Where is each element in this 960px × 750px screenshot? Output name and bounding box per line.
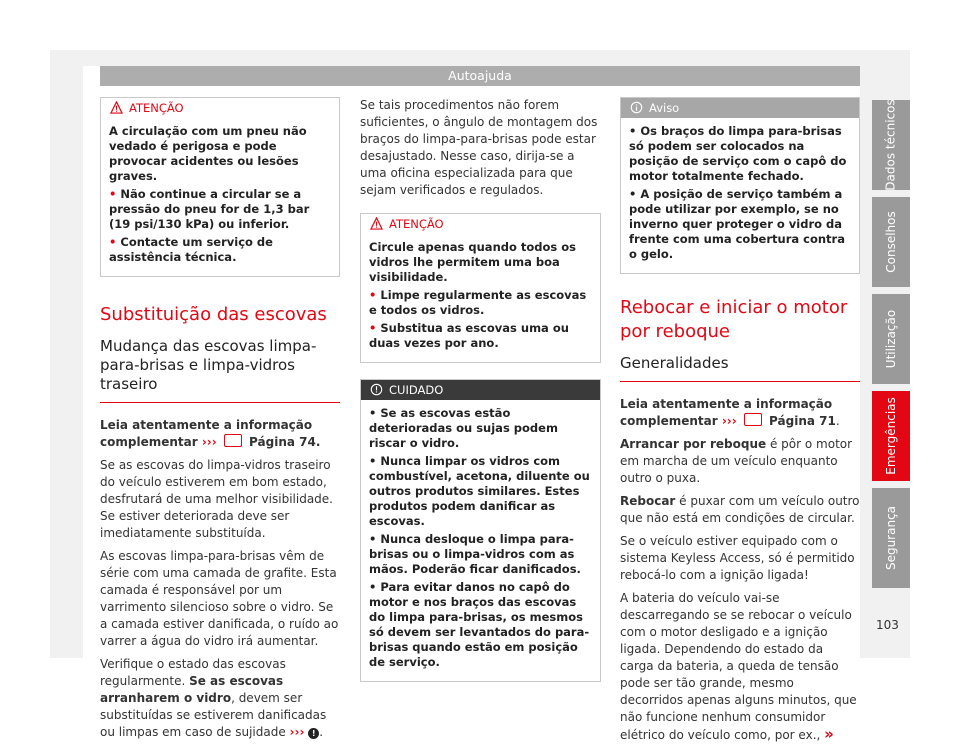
- bullet-icon: •: [369, 288, 377, 302]
- book-icon: [744, 413, 762, 426]
- section-title: Rebocar e iniciar o motor por reboque: [620, 297, 848, 342]
- section-title: Substituição das escovas: [100, 304, 327, 325]
- chapter-header: Autoajuda: [100, 66, 860, 86]
- bullet-icon: •: [369, 406, 377, 420]
- tab-conselhos[interactable]: Conselhos: [872, 197, 910, 287]
- tab-utilizacao[interactable]: Utilização: [872, 294, 910, 384]
- paragraph: Verifique o estado das escovas regularmente. Se as escovas arranharem o vidro, devem ser substituídas se estiverem danificadas ou limpas em caso de sujidade ››› ! .: [100, 657, 327, 739]
- caution-circle-icon: [370, 383, 383, 396]
- warning-triangle-icon: [370, 217, 383, 230]
- warning-body: [361, 234, 600, 362]
- read-first-reference: Leia atentamente a informação complementar ››› Página 74.: [100, 418, 321, 449]
- subsection-title: Generalidades: [620, 354, 860, 382]
- continue-arrow-icon: »: [824, 725, 834, 743]
- paragraph: Se tais procedimentos não forem suficientes, o ângulo de montagem dos braços do limpa-para-brisas pode estar desajustado. Nesse caso, dirija-se a uma oficina especializada para que sejam verificados e regulados.: [360, 98, 598, 197]
- bullet-icon: •: [369, 454, 377, 468]
- note-body: [621, 118, 859, 273]
- warning-header: [361, 214, 600, 234]
- paragraph: A bateria do veículo vai-se descarregando se se rebocar o veículo com o motor desligado e a ignição ligada. Dependendo do estado da carga da bateria, a queda de tensão pode ser tão grande, mesmo decorridos apenas alguns minutos, que não funcione nenhum consumidor elétrico do veículo como, por ex., »: [620, 591, 857, 743]
- warning-triangle-icon: [110, 101, 123, 114]
- tab-emergencias[interactable]: Emergências: [872, 391, 910, 481]
- warning-box: [360, 213, 601, 363]
- warning-body: [101, 118, 339, 276]
- caution-bullet: • Se as escovas estão deterioradas ou sujas podem riscar o vidro.: [369, 406, 558, 450]
- note-bullet: • A posição de serviço também a pode utilizar por exemplo, se no inverno quer proteger o vidro da frente com uma cobertura contra o gelo.: [629, 187, 845, 261]
- column-3: [620, 97, 860, 750]
- note-box: [620, 97, 860, 274]
- paragraph: Se as escovas do limpa-vidros traseiro do veículo estiverem em bom estado, desfrutará de uma melhor visibilidade. Se estiver deteriorada deve ser imediatamente substituída.: [100, 458, 333, 540]
- warning-title: ATENÇÃO: [129, 100, 184, 115]
- warning-header: [101, 98, 339, 118]
- caution-body: [361, 400, 600, 681]
- caution-box: [360, 379, 601, 682]
- bullet-icon: •: [369, 321, 377, 335]
- warning-bullet: • Limpe regularmente as escovas e todos os vidros.: [369, 288, 587, 317]
- definition: Rebocar é puxar com um veículo outro que não está em condições de circular.: [620, 494, 860, 525]
- paragraph: As escovas limpa-para-brisas vêm de série com uma camada de grafite. Esta camada é responsável por um varrimento silencioso sobre o vidro. Se a camada estiver danificada, o ruído ao varrer a água do vidro irá aumentar.: [100, 549, 339, 648]
- note-bullet: • Os braços do limpa para-brisas só podem ser colocados na posição de serviço com o capô do motor totalmente fechado.: [629, 124, 847, 183]
- arrows-icon: ›››: [721, 414, 737, 428]
- note-title: Aviso: [649, 100, 680, 115]
- caution-circle-icon: !: [308, 728, 319, 739]
- subsection-title: Mudança das escovas limpa-para-brisas e limpa-vidros traseiro: [100, 337, 340, 403]
- warning-title: ATENÇÃO: [389, 216, 444, 231]
- bullet-icon: •: [369, 580, 377, 594]
- warning-intro: Circule apenas quando todos os vidros lhe permitem uma boa visibilidade.: [369, 240, 577, 284]
- caution-header: [361, 380, 600, 400]
- caution-bullet: • Nunca limpar os vidros com combustível, acetona, diluente ou outros produtos similares. Estes produtos podem danificar as escovas.: [369, 454, 590, 528]
- page-link[interactable]: Página 71: [769, 414, 836, 428]
- book-icon: [224, 434, 242, 447]
- column-1: [100, 97, 340, 747]
- bullet-icon: •: [109, 187, 117, 201]
- bullet-icon: •: [369, 532, 377, 546]
- read-first-reference: Leia atentamente a informação complementar ››› Página 71.: [620, 397, 840, 428]
- caution-bullet: • Nunca desloque o limpa para-brisas ou o limpa-vidros com as mãos. Poderão ficar danificados.: [369, 532, 581, 576]
- warning-bullet: • Não continue a circular se a pressão do pneu for de 1,3 bar (19 psi/130 kPa) ou inferior.: [109, 187, 310, 231]
- warning-bullet: • Substitua as escovas uma ou duas vezes por ano.: [369, 321, 569, 350]
- caution-bullet: • Para evitar danos no capô do motor e nos braços das escovas do limpa para-brisas, os mesmos só devem ser levantados do para-brisas quando estão em posição de serviço.: [369, 580, 590, 669]
- bullet-icon: •: [629, 124, 637, 138]
- note-header: [621, 98, 859, 118]
- definition: Arrancar por reboque é pôr o motor em marcha de um veículo enquanto outro o puxa.: [620, 437, 853, 485]
- tab-seguranca[interactable]: Segurança: [872, 488, 910, 588]
- column-2: [360, 97, 601, 698]
- tab-dados-tecnicos[interactable]: Dados técnicos: [872, 100, 910, 190]
- page-number: 103: [876, 618, 899, 632]
- bullet-icon: •: [109, 235, 117, 249]
- paragraph: Se o veículo estiver equipado com o sistema Keyless Access, só é permitido rebocá-lo com a ignição ligada!: [620, 534, 855, 582]
- arrows-icon: ›››: [201, 435, 217, 449]
- arrows-icon: ›››: [289, 725, 305, 739]
- bullet-icon: •: [629, 187, 637, 201]
- warning-intro: A circulação com um pneu não vedado é perigosa e pode provocar acidentes ou lesões graves.: [109, 124, 307, 183]
- warning-bullet: • Contacte um serviço de assistência técnica.: [109, 235, 273, 264]
- caution-title: CUIDADO: [389, 382, 444, 397]
- warning-box: [100, 97, 340, 277]
- page-link[interactable]: Página 74.: [249, 435, 321, 449]
- info-circle-icon: [630, 101, 643, 114]
